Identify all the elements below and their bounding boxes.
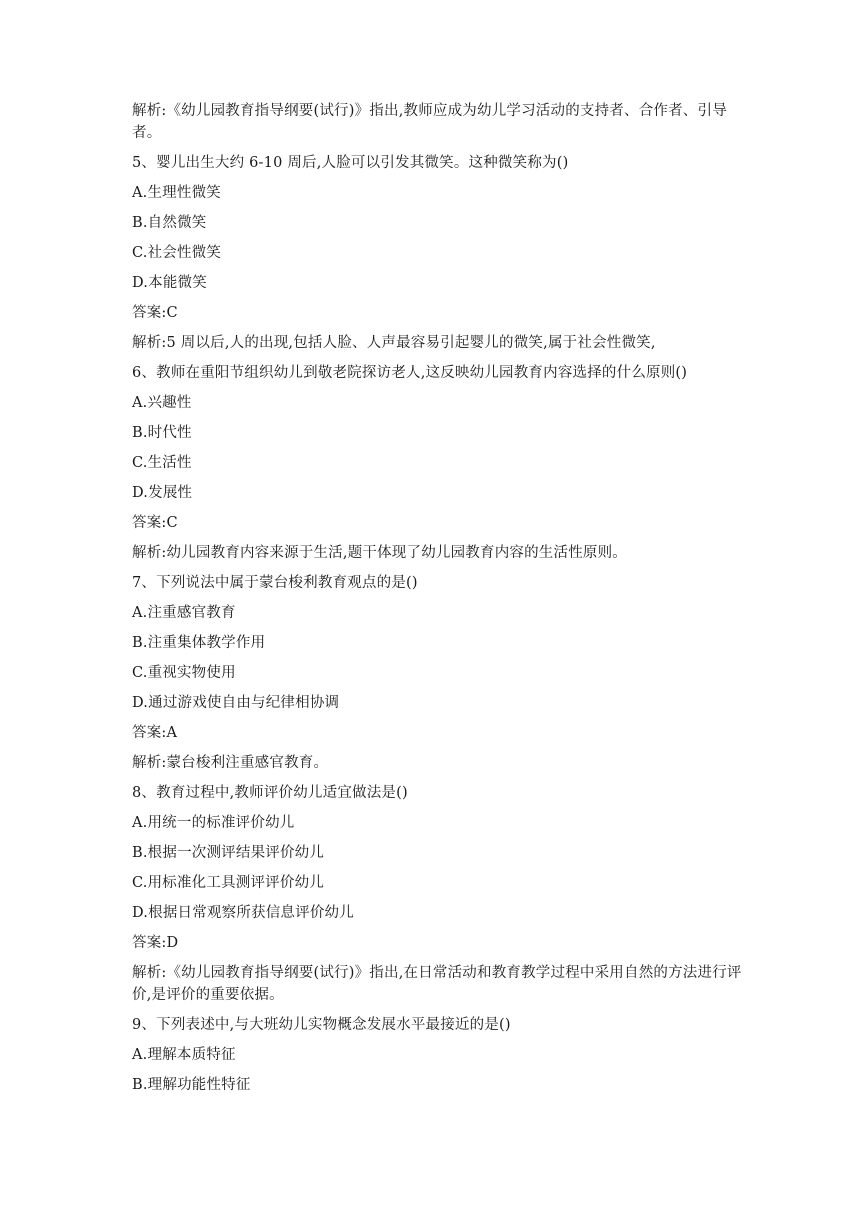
q6-option-d: D.发展性 xyxy=(132,485,193,501)
q8-option-d: D.根据日常观察所获信息评价幼儿 xyxy=(132,905,354,921)
q7-answer: 答案:A xyxy=(132,725,178,741)
explanation-4: 解析:《幼儿园教育指导纲要(试行)》指出,教师应成为幼儿学习活动的支持者、合作者、引导者。 xyxy=(132,103,727,141)
q7-explanation: 解析:蒙台梭利注重感官教育。 xyxy=(132,755,329,771)
q6-option-c: C.生活性 xyxy=(132,455,192,471)
q8-answer: 答案:D xyxy=(132,935,179,951)
q7-option-d: D.通过游戏使自由与纪律相协调 xyxy=(132,695,340,711)
q5-option-c: C.社会性微笑 xyxy=(132,245,222,261)
q8-option-c: C.用标准化工具测评评价幼儿 xyxy=(132,875,324,891)
question-5: 5、婴儿出生大约 6-10 周后,人脸可以引发其微笑。这种微笑称为() xyxy=(132,155,569,171)
q9-option-a: A.理解本质特征 xyxy=(132,1047,236,1063)
q8-explanation: 解析:《幼儿园教育指导纲要(试行)》指出,在日常活动和教育教学过程中采用自然的方法进行评价,是评价的重要依据。 xyxy=(132,965,742,1003)
q6-explanation: 解析:幼儿园教育内容来源于生活,题干体现了幼儿园教育内容的生活性原则。 xyxy=(132,545,627,561)
question-7: 7、下列说法中属于蒙台梭利教育观点的是() xyxy=(132,575,418,591)
q6-answer: 答案:C xyxy=(132,515,178,531)
q7-option-a: A.注重感官教育 xyxy=(132,605,236,621)
q6-option-a: A.兴趣性 xyxy=(132,395,192,411)
q6-option-b: B.时代性 xyxy=(132,425,192,441)
q5-explanation: 解析:5 周以后,人的出现,包括人脸、人声最容易引起婴儿的微笑,属于社会性微笑, xyxy=(132,335,656,351)
document-page xyxy=(132,100,742,1104)
q5-option-d: D.本能微笑 xyxy=(132,275,207,291)
question-8: 8、教育过程中,教师评价幼儿适宜做法是() xyxy=(132,785,408,801)
q5-option-a: A.生理性微笑 xyxy=(132,185,221,201)
q5-answer: 答案:C xyxy=(132,305,178,321)
q7-option-c: C.重视实物使用 xyxy=(132,665,236,681)
question-9: 9、下列表述中,与大班幼儿实物概念发展水平最接近的是() xyxy=(132,1017,511,1033)
question-6: 6、教师在重阳节组织幼儿到敬老院探访老人,这反映幼儿园教育内容选择的什么原则() xyxy=(132,365,688,381)
q8-option-a: A.用统一的标准评价幼儿 xyxy=(132,815,295,831)
q7-option-b: B.注重集体教学作用 xyxy=(132,635,266,651)
q9-option-b: B.理解功能性特征 xyxy=(132,1077,251,1093)
q5-option-b: B.自然微笑 xyxy=(132,215,207,231)
q8-option-b: B.根据一次测评结果评价幼儿 xyxy=(132,845,325,861)
